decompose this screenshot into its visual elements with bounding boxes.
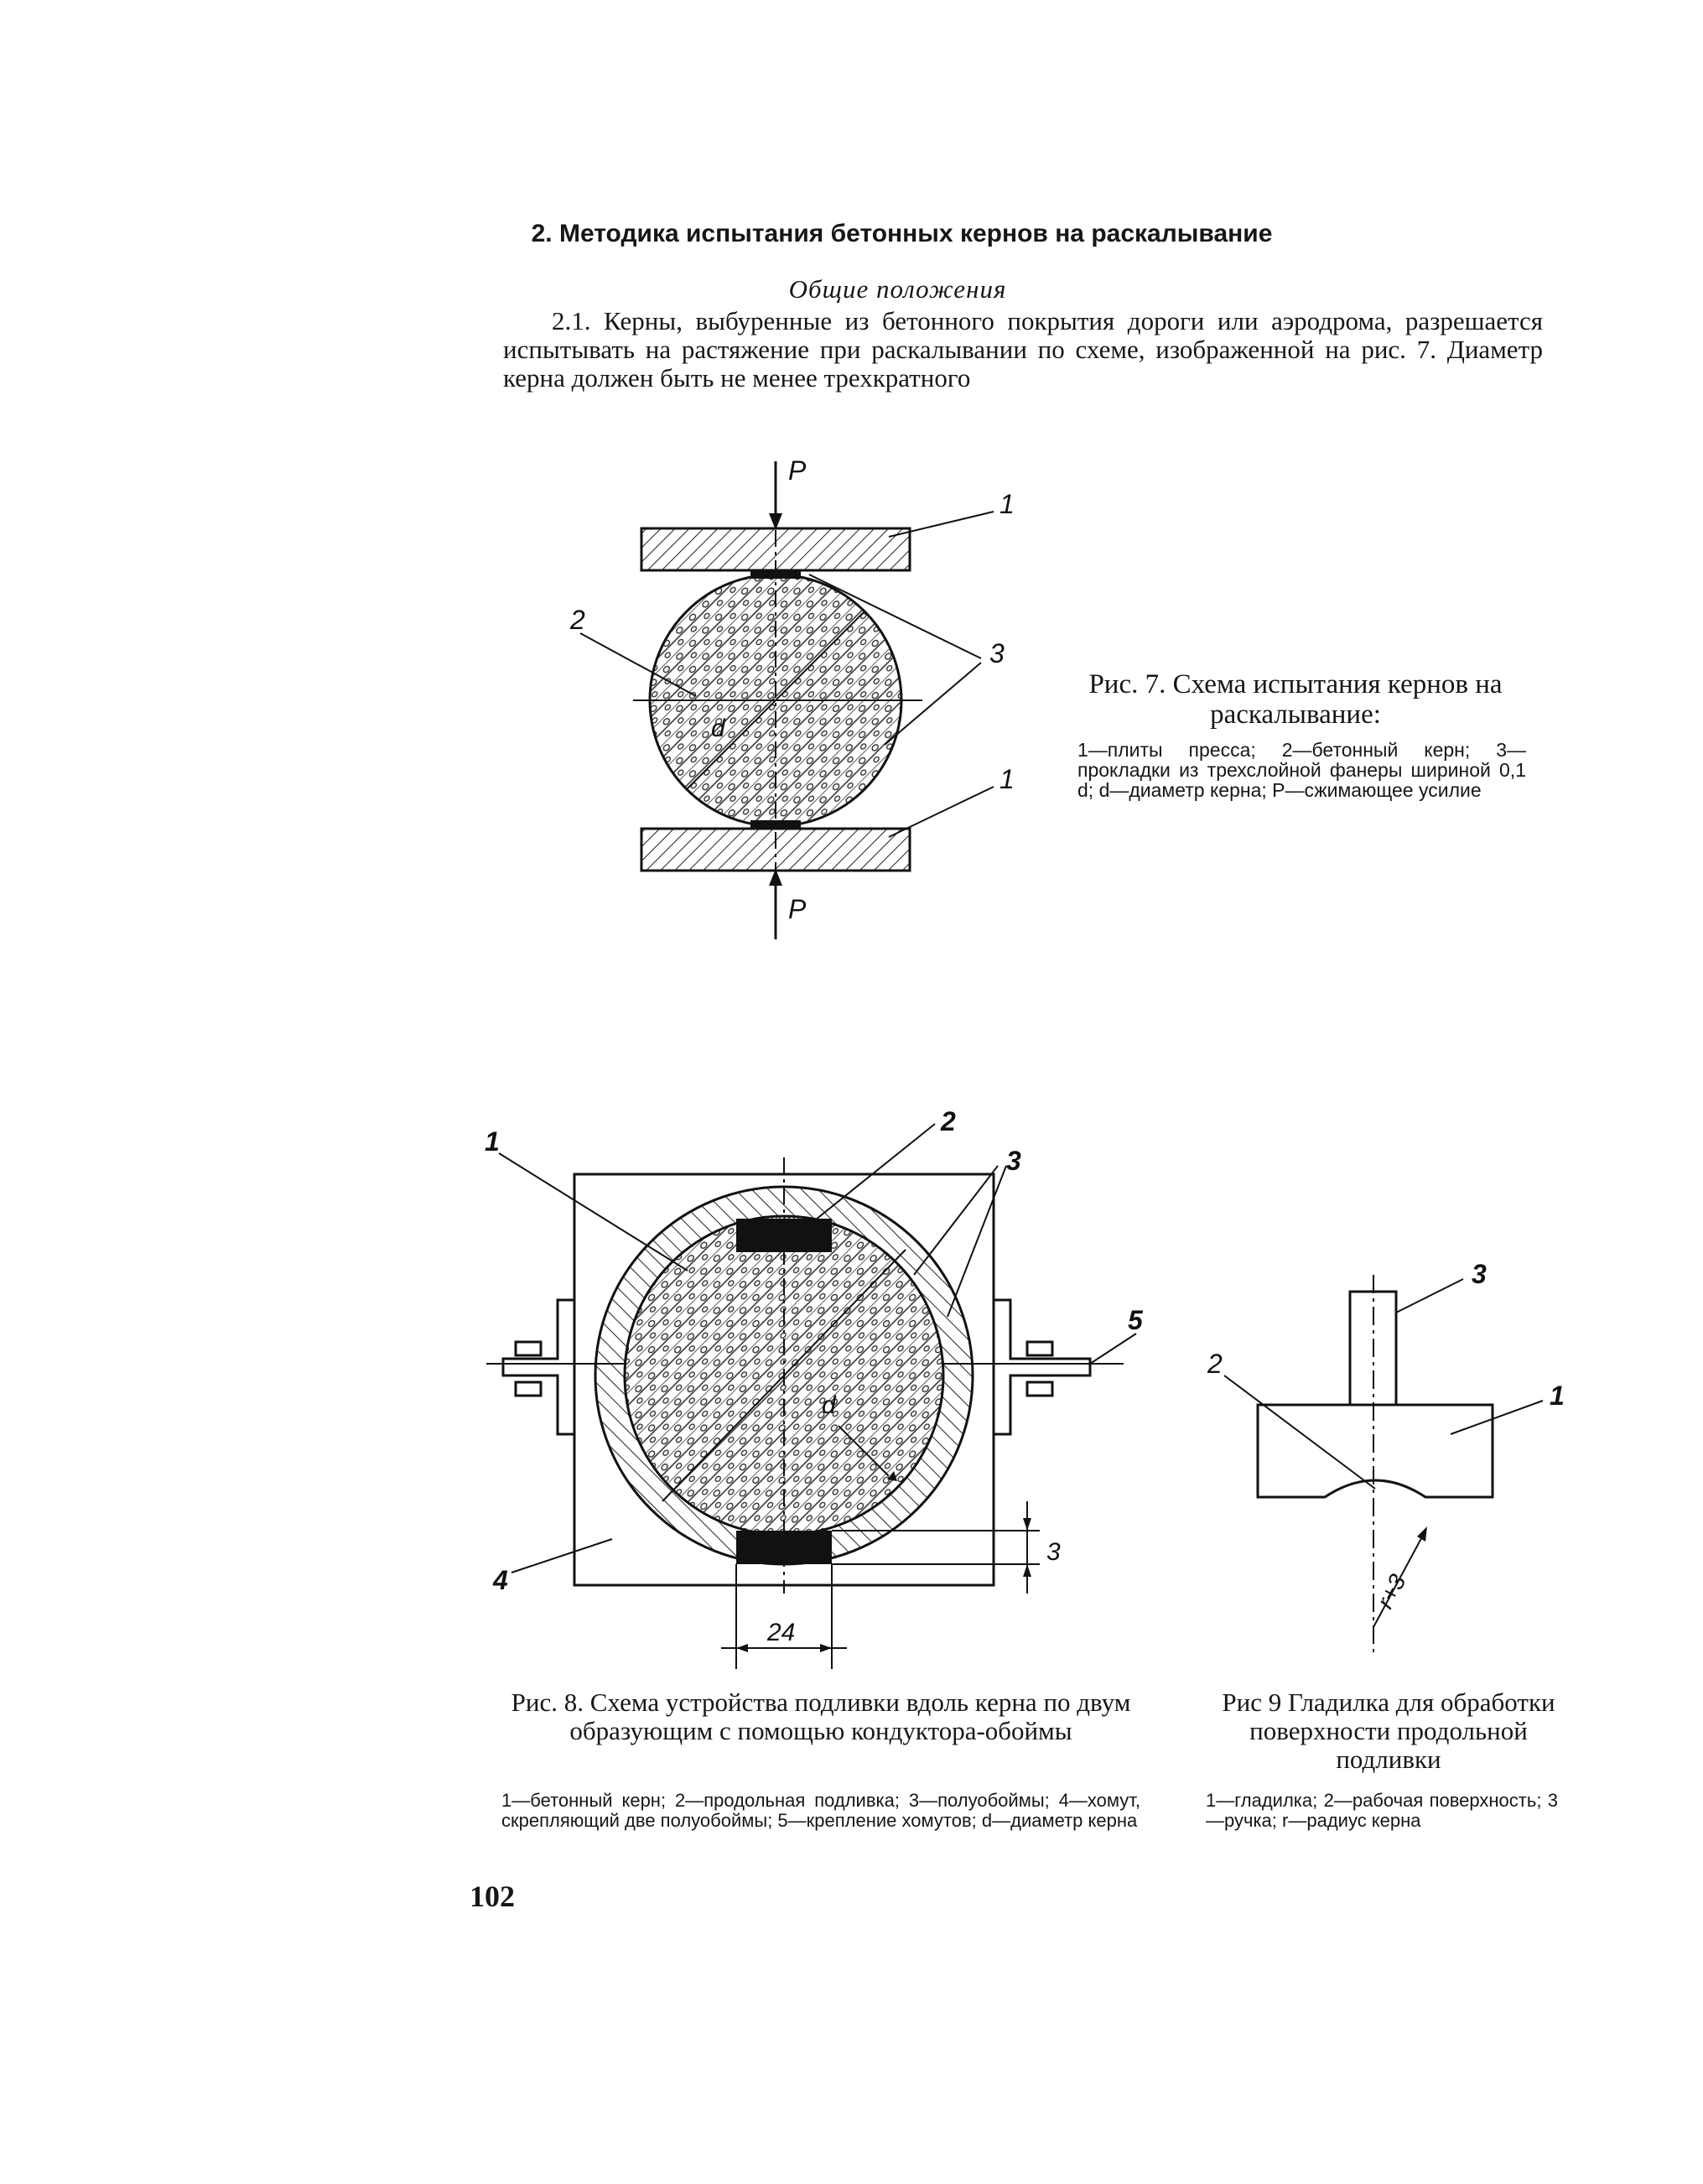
section-title: 2. Методика испытания бетонных кернов на раскалывание xyxy=(531,220,1273,247)
label-2: 2 xyxy=(1207,1349,1223,1379)
label-3: 3 xyxy=(989,638,1005,668)
label-1-top: 1 xyxy=(999,489,1015,519)
label-2: 2 xyxy=(941,1107,956,1136)
label-4: 4 xyxy=(493,1565,508,1595)
label-3: 3 xyxy=(1006,1146,1021,1176)
trowel xyxy=(1258,1405,1493,1497)
figure-8-legend: 1—бетонный керн; 2—продольная подливка; 3—полуобоймы; 4—хомут, скрепляющий две полуобоймы; 5—крепление хомутов; d—диаметр керна xyxy=(501,1790,1140,1831)
label-5: 5 xyxy=(1128,1305,1143,1335)
dimension-24: 24 xyxy=(767,1619,796,1646)
page-number: 102 xyxy=(470,1880,515,1913)
dimension-3: 3 xyxy=(1046,1538,1061,1566)
label-2: 2 xyxy=(570,605,585,635)
label-p-bottom: P xyxy=(788,894,807,924)
label-1: 1 xyxy=(1550,1381,1565,1411)
figure-8-diagram xyxy=(470,1107,1157,1686)
figure-9-legend: 1—гладилка; 2—рабочая поверхность; 3—ручка; r—радиус керна xyxy=(1206,1790,1558,1831)
figure-9-diagram xyxy=(1174,1241,1593,1661)
label-1-bottom: 1 xyxy=(999,764,1015,794)
subsection-heading: Общие положения xyxy=(788,274,1007,304)
figure-7-legend: 1—плиты пресса; 2—бетонный керн; 3—прокладки из трехслойной фанеры шириной 0,1 d; d—диаметр керна; P—сжимающее усилие xyxy=(1077,739,1526,801)
label-d: d xyxy=(711,715,725,742)
label-1: 1 xyxy=(485,1126,500,1157)
figure-7-caption: Рис. 7. Схема испытания кернов на раскалывание: xyxy=(1088,669,1503,730)
label-d: d xyxy=(822,1391,836,1419)
label-3: 3 xyxy=(1472,1259,1487,1289)
label-p-top: P xyxy=(788,455,807,486)
label-r: r+3 xyxy=(1371,1569,1411,1613)
figure-9-caption: Рис 9 Гладилка для обработки поверхности продольной подливки xyxy=(1222,1687,1555,1774)
body-paragraph: 2.1. Керны, выбуренные из бетонного покрытия дороги или аэродрома, разрешается испытывать на растяжение при раскалывании по схеме, изображенной на рис. 7. Диаметр керна должен быть не менее трехкратного xyxy=(503,306,1543,393)
figure-7-diagram xyxy=(537,453,1057,939)
figure-8-caption: Рис. 8. Схема устройства подливки вдоль керна по двум образующим с помощью кондуктора-обоймы xyxy=(511,1687,1131,1745)
